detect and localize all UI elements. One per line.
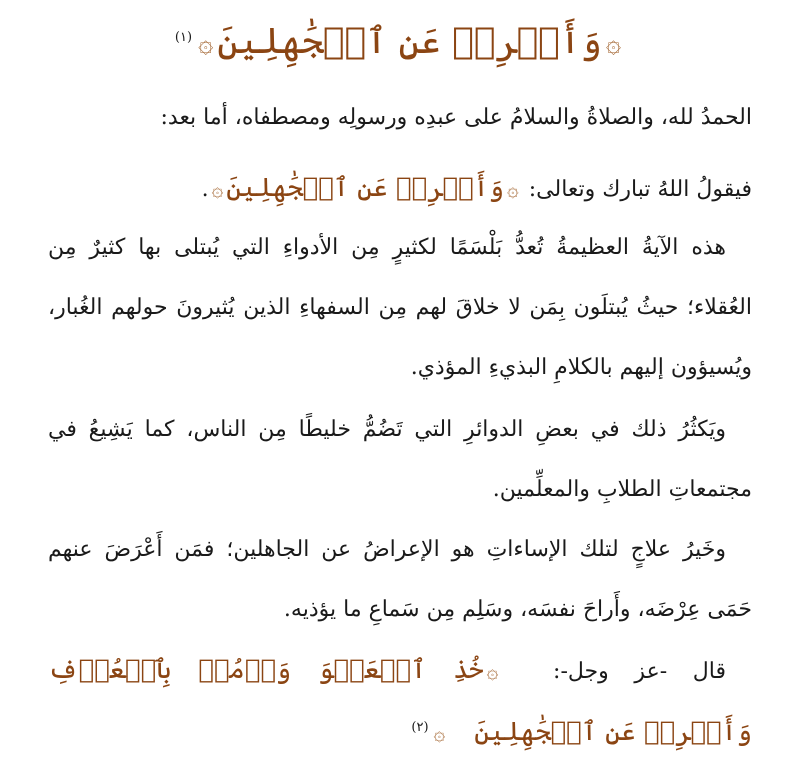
verse-ornament-icon: ۞ <box>507 177 519 201</box>
title-footnote-marker: (١) <box>174 30 193 45</box>
quoted-verse: خُذِ ٱلۡعَفۡوَ وَأۡمُرۡ بِٱلۡعُرۡفِ وَأَعۡرِضۡ عَنِ ٱلۡجَٰهِلِينَ <box>48 655 752 747</box>
verse-ornament-icon: ۞ <box>198 29 214 59</box>
verse-ornament-icon: ۞ <box>605 29 622 59</box>
verse-ornament-icon: ۞ <box>433 721 446 745</box>
body-paragraph: هذه الآيةُ العظيمةُ تُعدُّ بَلْسَمًا لكثيرٍ مِن الأدواءِ التي يُبتلى بها كثيرٌ مِن العُقلاء؛ حيثُ يُبتلَون بِمَن لا خلاقَ لهم مِن السفهاءِ الذين يُثيرونَ حولهم الغُبار، ويُسيؤون إليهم بالكلامِ البذيءِ المؤذي. <box>48 235 752 380</box>
sentence-end: . <box>201 177 209 202</box>
verse-intro-text: قال -عز وجل-: <box>553 659 727 684</box>
page-title <box>0 14 800 72</box>
verse-ornament-icon: ۞ <box>211 177 224 201</box>
closing-verse-paragraph <box>48 640 752 764</box>
quoted-verse: وَأَعۡرِضۡ عَنِ ٱلۡجَٰهِلِينَ <box>226 173 505 203</box>
title-verse: وَأَعۡرِضۡ عَنِ ٱلۡجَٰهِلِينَ <box>217 21 602 62</box>
verse-intro-text: فيقولُ اللهُ تبارك وتعالى: <box>528 177 752 202</box>
opening-paragraph: الحمدُ لله، والصلاةُ والسلامُ على عبدِه ورسولِه ومصطفاه، أما بعد: <box>160 105 752 130</box>
verse-intro-paragraph <box>48 158 752 220</box>
verse-ornament-icon: ۞ <box>486 659 499 683</box>
body-paragraph: ويَكثُرُ ذلك في بعضِ الدوائرِ التي تَضُمُّ خليطًا مِن الناس، كما يَشِيعُ في مجتمعاتِ الطلابِ والمعلِّمين. <box>48 417 752 502</box>
verse-footnote-marker: (٢) <box>411 720 429 735</box>
body-paragraph: وخَيرُ علاجٍ لتلك الإساءاتِ هو الإعراضُ عن الجاهلين؛ فمَن أَعْرَضَ عنهم حَمَى عِرْضَه، وأَراحَ نفسَه، وسَلِم مِن سَماعِ ما يؤذيه. <box>48 537 752 622</box>
